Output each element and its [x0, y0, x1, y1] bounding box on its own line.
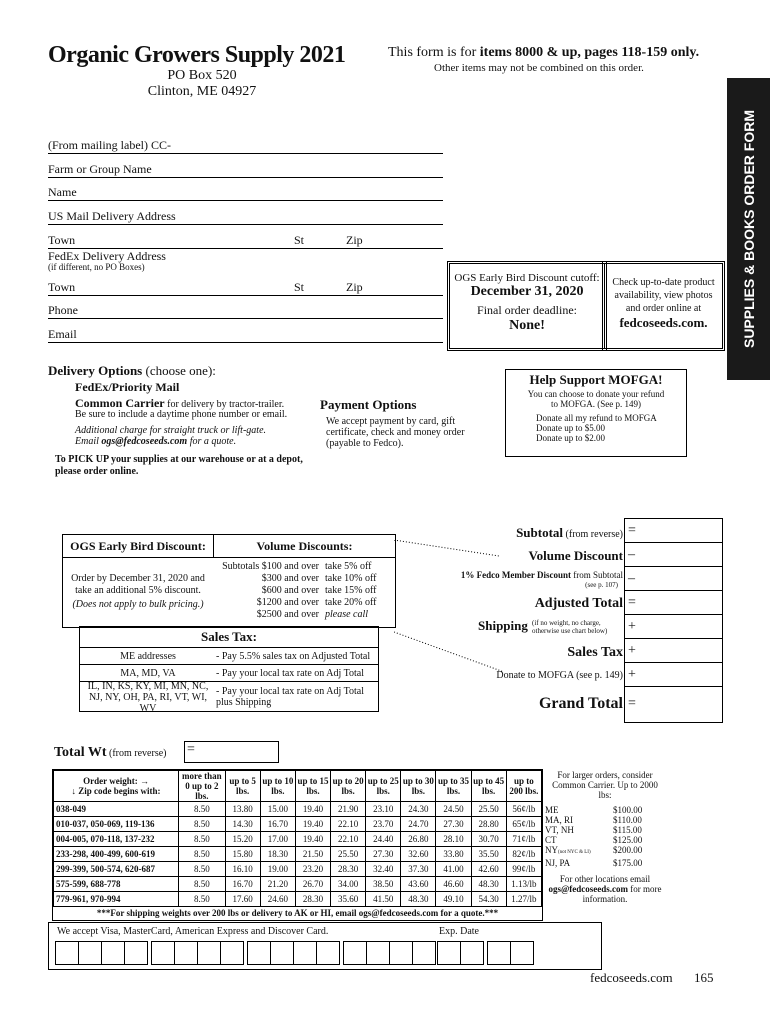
- card-digit-box[interactable]: [293, 941, 317, 965]
- shipping-row: [54, 832, 542, 847]
- shipping-rate: 21.50: [295, 847, 330, 862]
- help-opt3[interactable]: Donate up to $2.00: [536, 433, 605, 443]
- shipping-header-labels: [54, 771, 179, 802]
- shipping-rate: 35.60: [331, 892, 366, 907]
- weight-note: (from reverse): [106, 748, 167, 759]
- shipping-rate: 71¢/lb: [506, 832, 541, 847]
- zip-range: 575-599, 688-778: [54, 877, 179, 892]
- donate-label: Donate to MOFGA (see p. 149): [496, 670, 623, 681]
- shipping-rate: 32.60: [401, 847, 436, 862]
- po-box: PO Box 520: [167, 68, 237, 83]
- shipping-rate: 46.60: [436, 877, 471, 892]
- card-digit-box[interactable]: [124, 941, 148, 965]
- zip2-label: Zip: [346, 280, 363, 294]
- summary-op: –: [628, 571, 635, 586]
- card-digit-box[interactable]: [55, 941, 79, 965]
- tax-row: [80, 648, 378, 665]
- online-text: Check up-to-date product availability, view photos and order online at: [612, 277, 715, 314]
- member-text: 1% Fedco Member Discount: [460, 570, 571, 580]
- weight-column-header: up to 20 lbs.: [331, 771, 366, 802]
- zip-label: Zip: [346, 233, 363, 247]
- shipping-rate: 19.40: [295, 817, 330, 832]
- volume-rows: [215, 561, 393, 621]
- shipping-rate: 8.50: [179, 877, 226, 892]
- charge-email[interactable]: ogs@fedcoseeds.com: [101, 436, 188, 447]
- weight-column-header: up to 35 lbs.: [436, 771, 471, 802]
- card-number-boxes[interactable]: [55, 941, 439, 970]
- exp-digit-box[interactable]: [460, 941, 484, 965]
- large-orders-heading: For larger orders, consider Common Carrier. Up to 2000 lbs:: [552, 770, 658, 800]
- shipping-rate: 65¢/lb: [506, 817, 541, 832]
- zip-range: 779-961, 970-994: [54, 892, 179, 907]
- shipping-footnote: ***For shipping weights over 200 lbs or delivery to AK or HI, email ogs@fedcoseeds.com for a quote.***: [96, 908, 499, 918]
- summary-op: +: [628, 667, 636, 682]
- zip-range: 004-005, 070-118, 137-232: [54, 832, 179, 847]
- large-orders-other: [545, 874, 665, 904]
- sales-tax-label: Sales Tax: [567, 645, 623, 660]
- card-digit-box[interactable]: [220, 941, 244, 965]
- shipping-rate: 24.40: [366, 832, 401, 847]
- shipping-rate: 28.30: [331, 862, 366, 877]
- shipping-rate: 22.10: [331, 832, 366, 847]
- large-orders-box: [545, 770, 665, 904]
- tax-states: ME addresses: [120, 650, 176, 662]
- tax-rule: - Pay your local tax rate on Adj Total plus Shipping: [216, 686, 364, 708]
- summary-op: =: [628, 523, 636, 538]
- large-order-states: [545, 825, 613, 835]
- large-order-state-name: NJ, PA: [545, 858, 571, 868]
- shipping-rate: 28.80: [471, 817, 506, 832]
- card-group[interactable]: [55, 941, 147, 970]
- large-order-price: $125.00: [613, 835, 643, 845]
- shipping-rate: 15.00: [260, 802, 295, 817]
- email-label: Email: [48, 327, 77, 341]
- summary-op: +: [628, 643, 636, 658]
- large-order-price: $115.00: [613, 825, 642, 835]
- weight-column-header: up to 45 lbs.: [471, 771, 506, 802]
- cutoff-label: OGS Early Bird Discount cutoff:: [454, 272, 600, 284]
- zip-range: 233-298, 400-499, 600-619: [54, 847, 179, 862]
- page-title: Organic Growers Supply 2021: [48, 42, 346, 68]
- volume-discount: please call: [325, 609, 369, 620]
- large-order-state-name: NY: [545, 845, 558, 855]
- volume-heading: Volume Discounts:: [214, 535, 395, 558]
- card-digit-box[interactable]: [247, 941, 271, 965]
- summary-entry[interactable]: [625, 663, 722, 687]
- large-order-row: [545, 835, 665, 845]
- cc-field[interactable]: [48, 138, 443, 154]
- charge-line1: Additional charge for straight truck or lift-gate.: [75, 425, 267, 436]
- notice-bold: items 8000 & up, pages 118-159 only.: [479, 45, 700, 60]
- state2-label: St: [294, 280, 305, 294]
- fedex-town-field[interactable]: [48, 280, 443, 296]
- shipping-rate: 32.40: [366, 862, 401, 877]
- pickup-note: To PICK UP your supplies at our warehouse or at a depot, please order online.: [55, 454, 303, 477]
- card-digit-box[interactable]: [343, 941, 367, 965]
- exp-digit-box[interactable]: [487, 941, 511, 965]
- shipping-rate: 8.50: [179, 802, 226, 817]
- weight-column-header: up to 25 lbs.: [366, 771, 401, 802]
- member-discount-label: [461, 570, 623, 580]
- volume-threshold: $300 and over: [261, 573, 319, 584]
- shipping-rate: 23.70: [366, 817, 401, 832]
- state-label: St: [294, 233, 305, 247]
- card-group[interactable]: [343, 941, 435, 970]
- town-label: Town: [48, 233, 76, 247]
- charge-post: for a quote.: [187, 436, 237, 447]
- large-order-row: [545, 825, 665, 835]
- shipping-row: [54, 892, 542, 907]
- shipping-rate: 16.10: [225, 862, 260, 877]
- shipping-rate: 8.50: [179, 817, 226, 832]
- shipping-rate: 28.30: [295, 892, 330, 907]
- exp-group[interactable]: [437, 941, 483, 970]
- large-order-state-name: CT: [545, 835, 557, 845]
- summary-entry[interactable]: [625, 567, 722, 591]
- tax-rule: - Pay your local tax rate on Adj Total: [216, 667, 364, 679]
- large-order-price: $175.00: [613, 858, 643, 868]
- large-order-states: [545, 815, 613, 825]
- shipping-rate: 54.30: [471, 892, 506, 907]
- volume-row: [215, 585, 393, 597]
- shipping-rate: 26.70: [295, 877, 330, 892]
- footer-site: fedcoseeds.com: [590, 970, 673, 985]
- volume-threshold: Subtotals $100 and over: [222, 561, 319, 572]
- shipping-rate: 19.00: [260, 862, 295, 877]
- large-order-row: [545, 845, 665, 858]
- summary-entry[interactable]: [625, 615, 722, 639]
- discounts-box: [62, 534, 396, 628]
- exp-date-boxes[interactable]: [437, 941, 537, 970]
- subtotal-text: Subtotal: [516, 525, 564, 540]
- card-group[interactable]: [247, 941, 339, 970]
- shipping-rate: 42.60: [471, 862, 506, 877]
- shipping-rate: 28.10: [436, 832, 471, 847]
- exp-digit-box[interactable]: [437, 941, 461, 965]
- carrier-label: Common Carrier: [75, 396, 165, 410]
- volume-threshold: $600 and over: [261, 585, 319, 596]
- order-weight-label: Order weight: →: [83, 776, 149, 786]
- early-text: Order by December 31, 2020 and take an additional 5% discount.: [71, 573, 205, 596]
- volume-discount: take 5% off: [325, 561, 372, 572]
- zip-header: ↓ Zip code begins with:: [71, 786, 161, 796]
- shipping-rate: 37.30: [401, 862, 436, 877]
- shipping-rate: 21.90: [331, 802, 366, 817]
- charge-line2: [75, 436, 236, 447]
- help-text: You can choose to donate your refund to MOFGA. (See p. 149): [527, 389, 665, 409]
- volume-threshold: $2500 and over: [256, 609, 319, 620]
- shipping-rate: 48.30: [471, 877, 506, 892]
- shipping-rate: 15.20: [225, 832, 260, 847]
- shipping-grid: [53, 770, 542, 907]
- tax-heading: Sales Tax:: [80, 627, 378, 648]
- notice-sub: Other items may not be combined on this order.: [434, 62, 644, 74]
- early-heading: OGS Early Bird Discount:: [63, 535, 214, 558]
- shipping-rate: 23.20: [295, 862, 330, 877]
- shipping-rate: 26.80: [401, 832, 436, 847]
- phone-label: Phone: [48, 303, 78, 317]
- summary-entry[interactable]: [625, 687, 722, 721]
- shipping-rate: 34.00: [331, 877, 366, 892]
- zip-range: 010-037, 050-069, 119-136: [54, 817, 179, 832]
- shipping-rate: 19.40: [295, 802, 330, 817]
- large-order-price: $200.00: [613, 845, 643, 855]
- shipping-rate: 15.80: [225, 847, 260, 862]
- notice: [388, 45, 699, 61]
- volume-threshold: $1200 and over: [256, 597, 319, 608]
- name-field[interactable]: [48, 185, 443, 201]
- summary-op: =: [628, 595, 636, 610]
- name-label: Name: [48, 185, 77, 199]
- tax-states: IL, IN, KS, KY, MI, MN, NC, NJ, NY, OH, PA, RI, VT, WI, WV: [87, 680, 209, 714]
- shipping-table: [52, 769, 543, 921]
- phone-field[interactable]: [48, 303, 443, 319]
- shipping-rate: 41.50: [366, 892, 401, 907]
- city: Clinton, ME 04927: [147, 84, 257, 99]
- large-order-price: $110.00: [613, 815, 642, 825]
- card-group[interactable]: [151, 941, 243, 970]
- weight-column-header: up to 30 lbs.: [401, 771, 436, 802]
- shipping-rate: 38.50: [366, 877, 401, 892]
- farm-field[interactable]: [48, 162, 443, 178]
- volume-row: [215, 609, 393, 621]
- tax-rule: - Pay 5.5% sales tax on Adjusted Total: [216, 650, 371, 662]
- help-opt1[interactable]: Donate all my refund to MOFGA: [536, 413, 657, 423]
- volume-discount: take 10% off: [325, 573, 377, 584]
- sales-tax-box: [79, 626, 379, 712]
- help-box: [505, 369, 687, 457]
- shipping-rate: 22.10: [331, 817, 366, 832]
- other-post: for more information.: [582, 884, 662, 904]
- summary-boxes: [624, 518, 723, 723]
- weight-eq: =: [187, 742, 195, 757]
- shipping-rate: 99¢/lb: [506, 862, 541, 877]
- online-site[interactable]: fedcoseeds.com.: [619, 315, 708, 330]
- zip-range: 038-049: [54, 802, 179, 817]
- shipping-rate: 27.30: [436, 817, 471, 832]
- member-note: from Subtotal: [571, 570, 623, 580]
- town2-label: Town: [48, 280, 76, 294]
- large-order-states: [545, 858, 613, 868]
- volume-row: [215, 597, 393, 609]
- shipping-rate: 8.50: [179, 862, 226, 877]
- large-order-state-name: MA, RI: [545, 815, 574, 825]
- card-box: [48, 922, 602, 970]
- early-note: (Does not apply to bulk pricing.): [72, 599, 204, 610]
- card-digit-box[interactable]: [78, 941, 102, 965]
- delivery-fedex[interactable]: FedEx/Priority Mail: [75, 380, 180, 394]
- card-digit-box[interactable]: [366, 941, 390, 965]
- shipping-rate: 24.30: [401, 802, 436, 817]
- farm-label: Farm or Group Name: [48, 162, 152, 176]
- summary-entry[interactable]: [625, 591, 722, 615]
- other-pre: For other locations email: [559, 874, 651, 884]
- summary-op: –: [628, 547, 635, 562]
- shipping-rate: 24.60: [260, 892, 295, 907]
- shipping-rate: 17.60: [225, 892, 260, 907]
- shipping-label: Shipping: [478, 618, 528, 633]
- exp-group[interactable]: [487, 941, 533, 970]
- card-digit-box[interactable]: [197, 941, 221, 965]
- total-weight-input[interactable]: [184, 741, 279, 763]
- fedex-note: (if different, no PO Boxes): [48, 262, 145, 272]
- payment-text: We accept payment by card, gift certificate, check and money order (payable to Fedco).: [326, 416, 465, 449]
- large-order-price: $100.00: [613, 805, 643, 815]
- shipping-rate: 48.30: [401, 892, 436, 907]
- tax-states: MA, MD, VA: [120, 667, 176, 679]
- shipping-rate: 1.13/lb: [506, 877, 541, 892]
- card-digit-box[interactable]: [270, 941, 294, 965]
- deadline-value: None!: [509, 318, 545, 333]
- shipping-row: [54, 877, 542, 892]
- volume-row: [215, 573, 393, 585]
- card-label: We accept Visa, MasterCard, American Express and Discover Card.: [57, 926, 329, 937]
- zip-range: 299-399, 500-574, 620-687: [54, 862, 179, 877]
- summary-op: +: [628, 619, 636, 634]
- weight-column-header: up to 5 lbs.: [225, 771, 260, 802]
- card-digit-box[interactable]: [174, 941, 198, 965]
- volume-row: [215, 561, 393, 573]
- delivery-title: Delivery Options: [48, 363, 143, 378]
- shipping-rate: 27.30: [366, 847, 401, 862]
- summary-entry[interactable]: [625, 519, 722, 543]
- shipping-row: [54, 817, 542, 832]
- us-mail-label: US Mail Delivery Address: [48, 209, 176, 223]
- fedex-label: FedEx Delivery Address: [48, 249, 166, 263]
- weight-column-header: up to 200 lbs.: [506, 771, 541, 802]
- charge-pre: Email: [75, 436, 102, 447]
- card-digit-box[interactable]: [151, 941, 175, 965]
- shipping-rate: 21.20: [260, 877, 295, 892]
- shipping-rate: 41.00: [436, 862, 471, 877]
- shipping-rate: 1.27/lb: [506, 892, 541, 907]
- shipping-rate: 30.70: [471, 832, 506, 847]
- shipping-rate: 13.80: [225, 802, 260, 817]
- payment-heading: Payment Options: [320, 397, 417, 412]
- summary-op: =: [628, 696, 636, 711]
- shipping-rate: 8.50: [179, 832, 226, 847]
- shipping-rate: 23.10: [366, 802, 401, 817]
- carrier-line2: Be sure to include a daytime phone number or email.: [75, 409, 288, 420]
- member-page: (see p. 107): [585, 581, 618, 589]
- total-weight-label: [54, 745, 166, 761]
- large-order-state-name: ME: [545, 805, 559, 815]
- delivery-heading: [48, 363, 216, 379]
- shipping-row: [54, 802, 542, 817]
- shipping-rate: 18.30: [260, 847, 295, 862]
- online-box: [602, 261, 725, 351]
- shipping-rate: 14.30: [225, 817, 260, 832]
- volume-discount: take 20% off: [325, 597, 377, 608]
- shipping-rate: 16.70: [260, 817, 295, 832]
- side-tab: [727, 78, 770, 380]
- subtotal-label: [516, 525, 623, 541]
- other-email[interactable]: ogs@fedcoseeds.com: [548, 884, 629, 894]
- shipping-rate: 43.60: [401, 877, 436, 892]
- weight-column-header: up to 10 lbs.: [260, 771, 295, 802]
- tax-row: [80, 665, 378, 682]
- shipping-rate: 33.80: [436, 847, 471, 862]
- shipping-rate: 25.50: [471, 802, 506, 817]
- large-order-row: [545, 805, 665, 815]
- large-order-state-name: VT, NH: [545, 825, 574, 835]
- exp-label: Exp. Date: [439, 926, 479, 937]
- shipping-rate: 56¢/lb: [506, 802, 541, 817]
- card-digit-box[interactable]: [316, 941, 340, 965]
- delivery-heading-note: (choose one):: [142, 363, 216, 378]
- summary-entry[interactable]: [625, 543, 722, 567]
- town-field[interactable]: [48, 233, 443, 249]
- cutoff-date: December 31, 2020: [470, 284, 584, 299]
- weight-column-header: more than 0 up to 2 lbs.: [179, 771, 226, 802]
- weight-text: Total Wt: [54, 745, 107, 760]
- help-opt2[interactable]: Donate up to $5.00: [536, 423, 605, 433]
- carrier-note: for delivery by tractor-trailer.: [164, 399, 285, 410]
- volume-discount-label: Volume Discount: [528, 548, 623, 563]
- card-digit-box[interactable]: [101, 941, 125, 965]
- shipping-rate: 17.00: [260, 832, 295, 847]
- shipping-rate: 24.50: [436, 802, 471, 817]
- shipping-rate: 19.40: [295, 832, 330, 847]
- shipping-rate: 25.50: [331, 847, 366, 862]
- email-field[interactable]: [48, 327, 443, 343]
- tax-row: [80, 682, 378, 712]
- shipping-rate: 8.50: [179, 892, 226, 907]
- help-heading: Help Support MOFGA!: [529, 372, 663, 387]
- large-order-states: [545, 805, 613, 815]
- shipping-rate: 35.50: [471, 847, 506, 862]
- subtotal-note: (from reverse): [563, 529, 623, 540]
- large-order-states: [545, 835, 613, 845]
- shipping-rate: 49.10: [436, 892, 471, 907]
- shipping-row: [54, 862, 542, 877]
- exp-digit-box[interactable]: [510, 941, 534, 965]
- card-digit-box[interactable]: [389, 941, 413, 965]
- shipping-note: (if no weight, no charge, otherwise use chart below): [532, 619, 608, 635]
- shipping-rate: 16.70: [225, 877, 260, 892]
- card-digit-box[interactable]: [412, 941, 436, 965]
- adjusted-label: Adjusted Total: [534, 596, 623, 611]
- us-mail-field[interactable]: [48, 209, 443, 225]
- shipping-row: [54, 847, 542, 862]
- large-order-states: [545, 845, 613, 858]
- summary-entry[interactable]: [625, 639, 722, 663]
- deadline-label: Final order deadline:: [477, 303, 577, 317]
- shipping-rate: 24.70: [401, 817, 436, 832]
- side-tab-label: SUPPLIES & BOOKS ORDER FORM: [740, 109, 757, 349]
- notice-prefix: This form is for: [388, 45, 480, 60]
- early-bird-box: [447, 261, 607, 351]
- large-order-row: [545, 815, 665, 825]
- grand-total-label: Grand Total: [538, 695, 623, 712]
- shipping-rate: 8.50: [179, 847, 226, 862]
- footer-page: 165: [694, 970, 714, 985]
- large-order-note: (not NYC & LI): [558, 850, 591, 855]
- volume-discount: take 15% off: [325, 585, 377, 596]
- cc-label: (From mailing label) CC-: [48, 138, 171, 152]
- weight-column-header: up to 15 lbs.: [295, 771, 330, 802]
- large-order-row: [545, 858, 665, 868]
- connector-lines: [394, 540, 504, 680]
- shipping-rate: 82¢/lb: [506, 847, 541, 862]
